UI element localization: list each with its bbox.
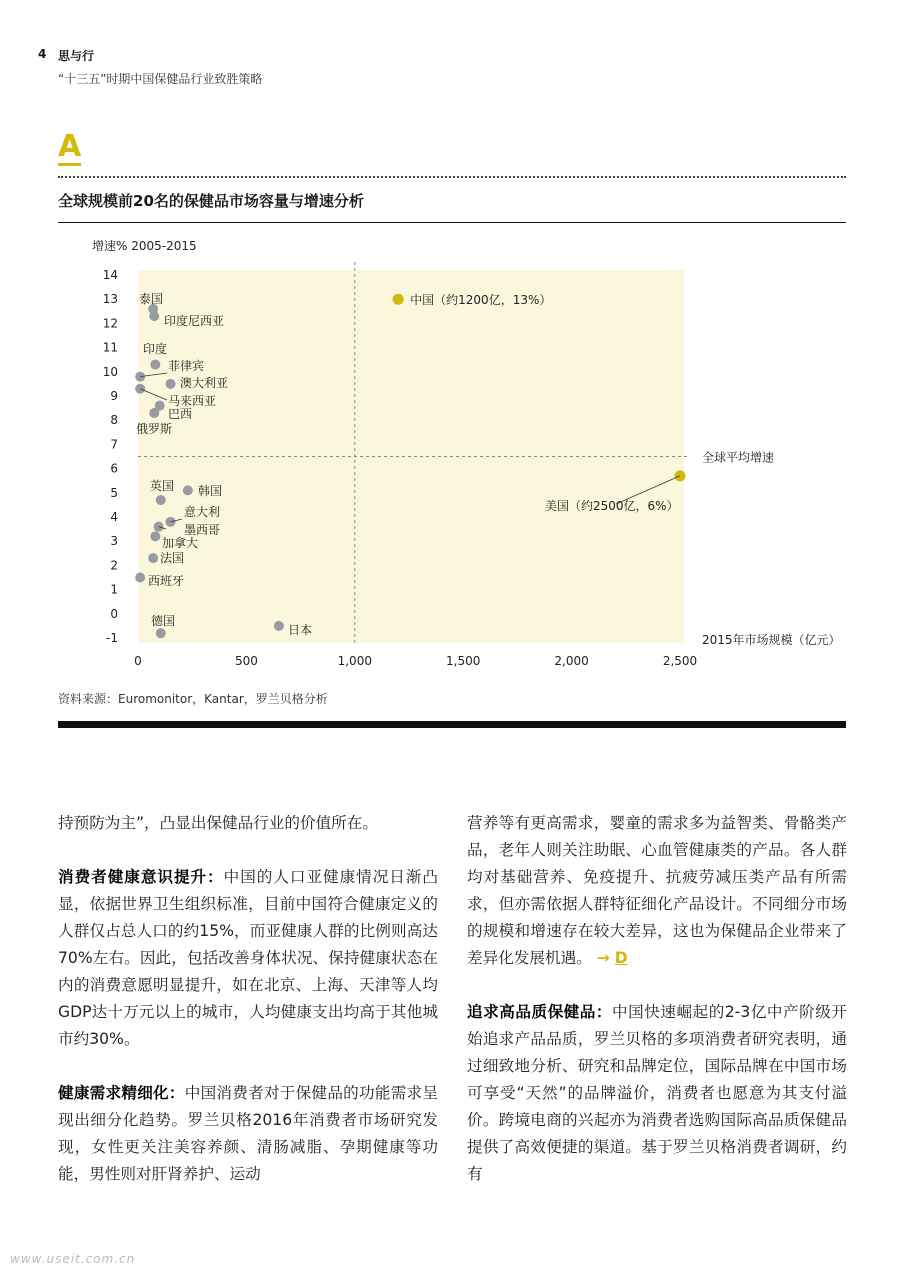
data-point (148, 553, 158, 563)
x-tick-label: 0 (134, 654, 142, 668)
data-point (183, 485, 193, 495)
x-tick-label: 1,500 (446, 654, 481, 668)
y-tick-label: 11 (102, 340, 118, 355)
y-tick-label: 1 (110, 582, 118, 597)
paragraph-text: 营养等有更高需求，婴童的需求多为益智类、骨骼类产品，老年人则关注助眠、心血管健康类的产品。各人群均对基础营养、免疫提升、抗疲劳减压类产品有所需求，但亦需依据人群特征细化产品设计。不同细分市场的规模和增速存在较大差异，这也为保健品企业带来了差异化发展机遇。 (467, 814, 847, 967)
paragraph-heading: 健康需求精细化： (58, 1084, 185, 1102)
point-label: 意大利 (184, 505, 221, 519)
paragraph-text: 中国的人口亚健康情况日渐凸显，依据世界卫生组织标准，目前中国符合健康定义的人群仅占总人口的约15%，而亚健康人群的比例则高达70%左右。因此，包括改善身体状况、保持健康状态在内的消费意愿明显提升，如在北京、上海、天津等人均GDP达十万元以上的城市，人均健康支出均高于其他城市约30%。 (58, 868, 438, 1048)
scatter-chart (0, 228, 903, 683)
chart-source: 资料来源：Euromonitor，Kantar，罗兰贝格分析 (58, 692, 328, 706)
point-label: 马来西亚 (168, 394, 217, 408)
point-label: 菲律宾 (168, 359, 205, 373)
y-tick-label: -1 (106, 631, 118, 645)
point-label: 加拿大 (162, 536, 199, 550)
data-point (150, 531, 160, 541)
data-point (166, 379, 176, 389)
paragraph-text: 中国快速崛起的2-3亿中产阶级开始追求产品品质，罗兰贝格的多项消费者研究表明，通过细致地分析、研究和品牌定位，国际品牌在中国市场可享受“天然”的品牌溢价，消费者也愿意为其支付溢价。跨境电商的兴起亦为消费者选购国际高品质保健品提供了高效便捷的渠道。基于罗兰贝格消费者调研，约有 (467, 1003, 847, 1183)
x-tick-label: 1,000 (337, 654, 372, 668)
y-tick-label: 13 (102, 292, 118, 307)
y-tick-label: 10 (102, 364, 118, 379)
y-axis-title: 增速% 2005-2015 (92, 239, 197, 253)
y-tick-label: 8 (110, 413, 118, 428)
text-column-left (58, 810, 438, 1215)
point-label: 中国（约1200亿，13%） (410, 293, 552, 308)
point-label: 印度 (143, 342, 168, 356)
data-point (274, 621, 284, 631)
point-label: 澳大利亚 (180, 376, 229, 390)
point-label: 巴西 (168, 407, 193, 421)
chart-title: 全球规模前20名的保健品市场容量与增速分析 (58, 192, 364, 210)
paragraph-text: 中国消费者对于保健品的功能需求呈现出细分化趋势。罗兰贝格2016年消费者市场研究发现，女性更关注美容养颜、清肠减脂、孕期健康等功能，男性则对肝肾养护、运动 (58, 1084, 438, 1183)
exhibit-bottom-bar (58, 721, 846, 728)
data-point (156, 628, 166, 638)
x-tick-label: 500 (234, 654, 258, 668)
page-number: 4 (38, 47, 47, 61)
paragraph (58, 1080, 438, 1188)
average-growth-label: 全球平均增速 (702, 450, 775, 465)
paragraph (58, 810, 438, 837)
point-label: 印度尼西亚 (164, 314, 225, 328)
y-tick-label: 9 (110, 389, 118, 403)
point-label: 德国 (151, 614, 176, 628)
paragraph-heading: 追求高品质保健品： (467, 1003, 613, 1021)
point-label: 韩国 (198, 484, 223, 498)
arrow-right-icon: → (596, 949, 610, 967)
data-point (149, 311, 159, 321)
y-tick-label: 14 (102, 268, 118, 282)
data-point (135, 372, 145, 382)
x-tick-label: 2,000 (554, 654, 589, 668)
data-point (135, 384, 145, 394)
data-point (149, 408, 159, 418)
y-tick-label: 5 (110, 485, 118, 500)
watermark: www.useit.com.cn (10, 1252, 136, 1266)
paragraph-heading: 消费者健康意识提升： (58, 868, 224, 886)
exhibit-letter: A (58, 129, 82, 164)
paragraph (467, 810, 847, 972)
point-label: 日本 (288, 623, 313, 637)
point-label: 俄罗斯 (136, 422, 173, 436)
data-point (393, 294, 404, 305)
data-point (135, 573, 145, 583)
title-divider (58, 222, 846, 223)
exhibit-reference-link[interactable]: D (614, 949, 628, 967)
point-label: 泰国 (139, 292, 164, 306)
point-label: 美国（约2500亿，6%） (545, 499, 679, 513)
data-point (150, 360, 160, 370)
paragraph (467, 999, 847, 1188)
x-axis-ticks (134, 654, 697, 668)
y-tick-label: 12 (102, 316, 118, 331)
dotted-divider (58, 176, 846, 178)
y-tick-label: 0 (110, 606, 118, 621)
x-tick-label: 2,500 (662, 654, 698, 668)
y-tick-label: 7 (110, 437, 118, 452)
paragraph-text: 持预防为主”，凸显出保健品行业的价值所在。 (58, 814, 378, 832)
data-point (156, 495, 166, 505)
y-tick-label: 6 (110, 461, 118, 476)
point-label: 法国 (160, 551, 185, 565)
y-tick-label: 4 (110, 510, 118, 524)
publication-subtitle: “十三五”时期中国保健品行业致胜策略 (58, 72, 263, 86)
y-tick-label: 2 (110, 558, 118, 573)
data-point (675, 470, 686, 481)
text-column-right (467, 810, 847, 1215)
point-label: 英国 (150, 479, 175, 493)
publication-title: 思与行 (58, 49, 95, 63)
point-label: 墨西哥 (184, 523, 221, 537)
y-tick-label: 3 (110, 534, 118, 549)
y-axis-ticks (103, 268, 118, 645)
point-label: 西班牙 (148, 574, 185, 588)
x-axis-title: 2015年市场规模（亿元） (702, 633, 841, 647)
paragraph (58, 864, 438, 1053)
